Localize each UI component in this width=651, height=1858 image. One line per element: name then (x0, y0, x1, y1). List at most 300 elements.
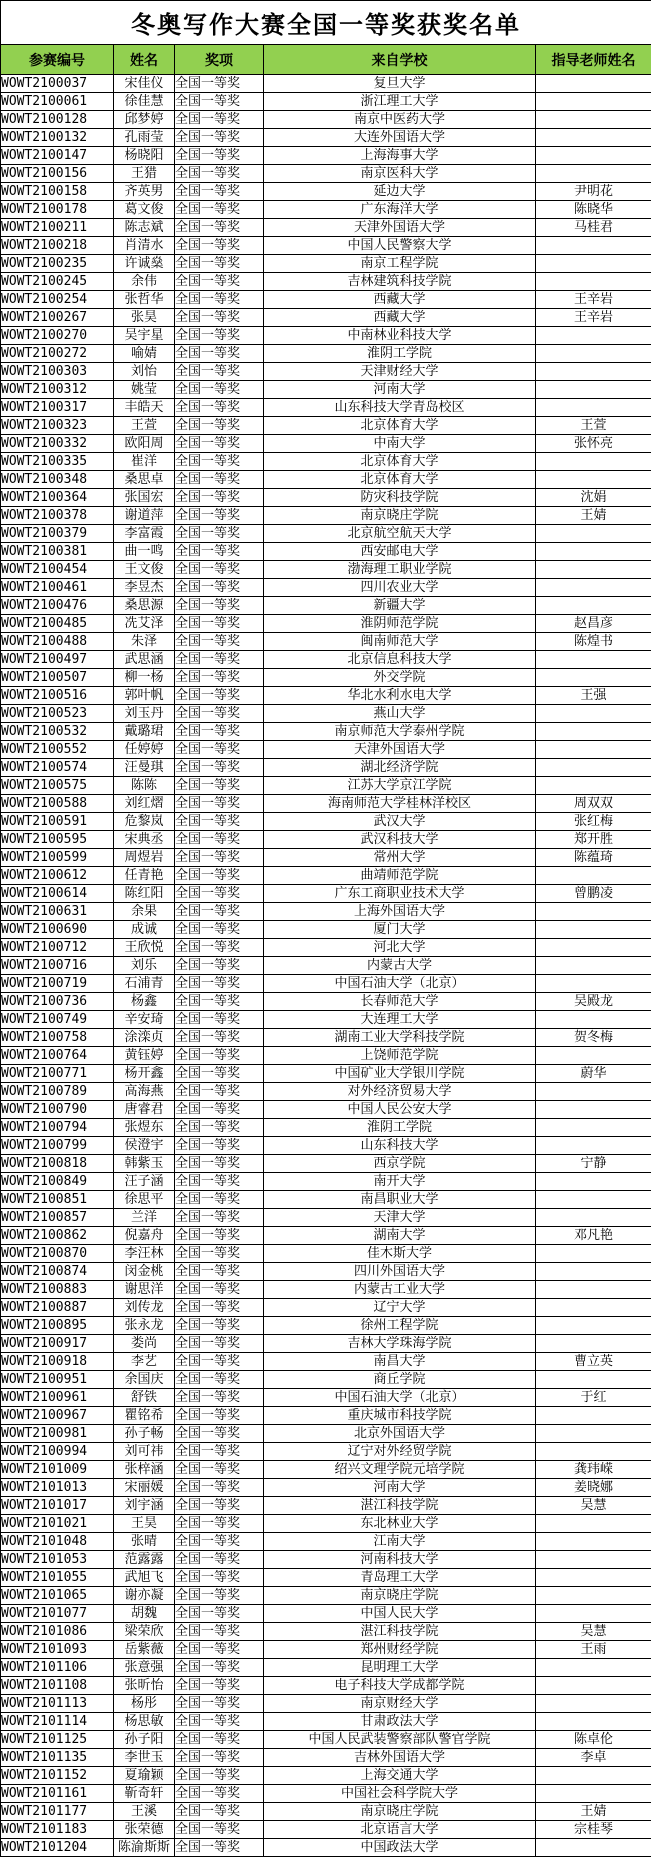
cell-award: 全国一等奖 (175, 1497, 264, 1515)
table-row (1, 849, 651, 867)
cell-school: 渤海理工职业学院 (264, 561, 536, 579)
cell-school: 曲靖师范学院 (264, 867, 536, 885)
table-row (1, 345, 651, 363)
cell-teacher (536, 921, 651, 939)
table-row (1, 381, 651, 399)
cell-school: 商丘学院 (264, 1371, 536, 1389)
cell-name: 唐睿君 (114, 1101, 175, 1119)
cell-award: 全国一等奖 (175, 1281, 264, 1299)
cell-name: 刘怡 (114, 363, 175, 381)
cell-name: 陈志斌 (114, 219, 175, 237)
table-row (1, 1137, 651, 1155)
cell-award: 全国一等奖 (175, 723, 264, 741)
cell-teacher (536, 327, 651, 345)
cell-school: 南京晓庄学院 (264, 1803, 536, 1821)
cell-award: 全国一等奖 (175, 435, 264, 453)
cell-teacher: 吴慧 (536, 1497, 651, 1515)
cell-award: 全国一等奖 (175, 1389, 264, 1407)
cell-teacher: 王辛岩 (536, 291, 651, 309)
cell-award: 全国一等奖 (175, 795, 264, 813)
cell-id: WOWT2101065 (1, 1587, 114, 1605)
cell-name: 崔洋 (114, 453, 175, 471)
cell-id: WOWT2101021 (1, 1515, 114, 1533)
cell-teacher (536, 1515, 651, 1533)
cell-name: 杨开鑫 (114, 1065, 175, 1083)
cell-teacher: 张红梅 (536, 813, 651, 831)
cell-school: 燕山大学 (264, 705, 536, 723)
cell-school: 西京学院 (264, 1155, 536, 1173)
cell-school: 常州大学 (264, 849, 536, 867)
cell-award: 全国一等奖 (175, 1533, 264, 1551)
sheet-title: 冬奥写作大赛全国一等奖获奖名单 (1, 1, 651, 45)
cell-name: 谢道萍 (114, 507, 175, 525)
cell-name: 陈渝斯斯 (114, 1839, 175, 1857)
cell-school: 天津外国语大学 (264, 219, 536, 237)
cell-id: WOWT2100488 (1, 633, 114, 651)
table-row (1, 795, 651, 813)
cell-name: 张永龙 (114, 1317, 175, 1335)
cell-school: 大连理工大学 (264, 1011, 536, 1029)
cell-school: 南京晓庄学院 (264, 1587, 536, 1605)
cell-id: WOWT2101013 (1, 1479, 114, 1497)
cell-school: 西藏大学 (264, 291, 536, 309)
table-row (1, 1209, 651, 1227)
cell-school: 长春师范大学 (264, 993, 536, 1011)
cell-id: WOWT2100267 (1, 309, 114, 327)
table-row (1, 1515, 651, 1533)
cell-teacher: 龚玮嵘 (536, 1461, 651, 1479)
cell-id: WOWT2100178 (1, 201, 114, 219)
cell-school: 中国人民大学 (264, 1605, 536, 1623)
cell-id: WOWT2101077 (1, 1605, 114, 1623)
cell-school: 重庆城市科技学院 (264, 1407, 536, 1425)
cell-teacher: 邓凡艳 (536, 1227, 651, 1245)
table-row (1, 489, 651, 507)
cell-school: 江南大学 (264, 1533, 536, 1551)
cell-id: WOWT2100532 (1, 723, 114, 741)
cell-school: 郑州财经学院 (264, 1641, 536, 1659)
cell-school: 四川外国语大学 (264, 1263, 536, 1281)
cell-school: 北京体育大学 (264, 471, 536, 489)
cell-name: 宋丽媛 (114, 1479, 175, 1497)
cell-teacher (536, 1551, 651, 1569)
cell-name: 李世玉 (114, 1749, 175, 1767)
cell-award: 全国一等奖 (175, 597, 264, 615)
cell-teacher: 李卓 (536, 1749, 651, 1767)
cell-school: 厦门大学 (264, 921, 536, 939)
cell-id: WOWT2101048 (1, 1533, 114, 1551)
cell-id: WOWT2100254 (1, 291, 114, 309)
cell-id: WOWT2100552 (1, 741, 114, 759)
cell-id: WOWT2100981 (1, 1425, 114, 1443)
cell-teacher (536, 669, 651, 687)
cell-award: 全国一等奖 (175, 1839, 264, 1857)
cell-id: WOWT2100348 (1, 471, 114, 489)
cell-teacher (536, 1245, 651, 1263)
cell-name: 齐英男 (114, 183, 175, 201)
table-row (1, 975, 651, 993)
cell-name: 徐思平 (114, 1191, 175, 1209)
table-row (1, 1443, 651, 1461)
cell-school: 河南科技大学 (264, 1551, 536, 1569)
cell-school: 电子科技大学成都学院 (264, 1677, 536, 1695)
cell-award: 全国一等奖 (175, 273, 264, 291)
cell-id: WOWT2100132 (1, 129, 114, 147)
cell-school: 淮阴工学院 (264, 345, 536, 363)
table-row (1, 327, 651, 345)
cell-name: 宋佳仪 (114, 75, 175, 93)
cell-school: 对外经济贸易大学 (264, 1083, 536, 1101)
cell-teacher (536, 651, 651, 669)
cell-id: WOWT2100994 (1, 1443, 114, 1461)
cell-name: 丰皓天 (114, 399, 175, 417)
cell-award: 全国一等奖 (175, 327, 264, 345)
cell-school: 绍兴文理学院元培学院 (264, 1461, 536, 1479)
table-row (1, 1425, 651, 1443)
cell-id: WOWT2100595 (1, 831, 114, 849)
cell-school: 上海海事大学 (264, 147, 536, 165)
cell-id: WOWT2100716 (1, 957, 114, 975)
table-row (1, 939, 651, 957)
cell-id: WOWT2100476 (1, 597, 114, 615)
cell-school: 广东海洋大学 (264, 201, 536, 219)
cell-id: WOWT2100917 (1, 1335, 114, 1353)
cell-award: 全国一等奖 (175, 543, 264, 561)
cell-teacher: 曾鹏凌 (536, 885, 651, 903)
cell-award: 全国一等奖 (175, 885, 264, 903)
cell-award: 全国一等奖 (175, 309, 264, 327)
table-row (1, 543, 651, 561)
cell-school: 四川农业大学 (264, 579, 536, 597)
cell-name: 孙子畅 (114, 1425, 175, 1443)
cell-award: 全国一等奖 (175, 1407, 264, 1425)
cell-award: 全国一等奖 (175, 939, 264, 957)
cell-school: 江苏大学京江学院 (264, 777, 536, 795)
cell-award: 全国一等奖 (175, 129, 264, 147)
cell-school: 天津大学 (264, 1209, 536, 1227)
cell-id: WOWT2101135 (1, 1749, 114, 1767)
cell-award: 全国一等奖 (175, 1299, 264, 1317)
cell-teacher: 蔚华 (536, 1065, 651, 1083)
cell-teacher (536, 381, 651, 399)
cell-name: 石浦青 (114, 975, 175, 993)
cell-name: 张昕怡 (114, 1677, 175, 1695)
table-row (1, 1407, 651, 1425)
table-row (1, 1047, 651, 1065)
cell-id: WOWT2100857 (1, 1209, 114, 1227)
table-row (1, 723, 651, 741)
cell-award: 全国一等奖 (175, 975, 264, 993)
table-row (1, 1587, 651, 1605)
cell-id: WOWT2101093 (1, 1641, 114, 1659)
cell-id: WOWT2100061 (1, 93, 114, 111)
table-row (1, 1227, 651, 1245)
cell-id: WOWT2100211 (1, 219, 114, 237)
cell-teacher: 王强 (536, 687, 651, 705)
cell-school: 南京晓庄学院 (264, 507, 536, 525)
cell-school: 南昌职业大学 (264, 1191, 536, 1209)
cell-school: 山东科技大学青岛校区 (264, 399, 536, 417)
cell-school: 中国人民警察大学 (264, 237, 536, 255)
cell-teacher (536, 957, 651, 975)
cell-award: 全国一等奖 (175, 1263, 264, 1281)
cell-teacher: 王雨 (536, 1641, 651, 1659)
cell-award: 全国一等奖 (175, 669, 264, 687)
cell-teacher: 王婧 (536, 507, 651, 525)
cell-teacher: 王婧 (536, 1803, 651, 1821)
cell-id: WOWT2100794 (1, 1119, 114, 1137)
table-row (1, 1353, 651, 1371)
cell-award: 全国一等奖 (175, 1641, 264, 1659)
cell-name: 余果 (114, 903, 175, 921)
table-row (1, 165, 651, 183)
cell-award: 全国一等奖 (175, 1047, 264, 1065)
cell-name: 李昱杰 (114, 579, 175, 597)
cell-school: 吉林外国语大学 (264, 1749, 536, 1767)
table-row (1, 273, 651, 291)
cell-id: WOWT2100516 (1, 687, 114, 705)
cell-award: 全国一等奖 (175, 1317, 264, 1335)
table-row (1, 777, 651, 795)
cell-name: 汪子涵 (114, 1173, 175, 1191)
cell-name: 朱泽 (114, 633, 175, 651)
cell-school: 西安邮电大学 (264, 543, 536, 561)
cell-award: 全国一等奖 (175, 471, 264, 489)
cell-name: 王溪 (114, 1803, 175, 1821)
cell-school: 武汉大学 (264, 813, 536, 831)
header-id: 参赛编号 (1, 45, 114, 75)
cell-school: 上饶师范学院 (264, 1047, 536, 1065)
cell-teacher: 吴慧 (536, 1623, 651, 1641)
table-row (1, 669, 651, 687)
cell-award: 全国一等奖 (175, 1605, 264, 1623)
table-row (1, 885, 651, 903)
table-row (1, 75, 651, 93)
cell-award: 全国一等奖 (175, 903, 264, 921)
cell-school: 河南大学 (264, 381, 536, 399)
table-row (1, 525, 651, 543)
cell-award: 全国一等奖 (175, 561, 264, 579)
cell-name: 张意强 (114, 1659, 175, 1677)
cell-school: 天津外国语大学 (264, 741, 536, 759)
cell-name: 陈红阳 (114, 885, 175, 903)
cell-school: 北京语言大学 (264, 1821, 536, 1839)
cell-teacher (536, 363, 651, 381)
cell-award: 全国一等奖 (175, 579, 264, 597)
cell-name: 郭叶帆 (114, 687, 175, 705)
cell-school: 上海交通大学 (264, 1767, 536, 1785)
cell-teacher (536, 1569, 651, 1587)
cell-award: 全国一等奖 (175, 1209, 264, 1227)
cell-award: 全国一等奖 (175, 183, 264, 201)
table-row (1, 741, 651, 759)
cell-school: 北京体育大学 (264, 417, 536, 435)
cell-name: 张晴 (114, 1533, 175, 1551)
table-row (1, 1191, 651, 1209)
cell-award: 全国一等奖 (175, 345, 264, 363)
cell-name: 周煜岩 (114, 849, 175, 867)
cell-id: WOWT2101106 (1, 1659, 114, 1677)
cell-award: 全国一等奖 (175, 1677, 264, 1695)
cell-school: 中国政法大学 (264, 1839, 536, 1857)
cell-school: 闽南师范大学 (264, 633, 536, 651)
cell-teacher (536, 867, 651, 885)
cell-teacher (536, 1443, 651, 1461)
cell-name: 邱梦婷 (114, 111, 175, 129)
cell-teacher (536, 345, 651, 363)
cell-name: 辛安琦 (114, 1011, 175, 1029)
table-row (1, 417, 651, 435)
cell-school: 华北水利水电大学 (264, 687, 536, 705)
table-row (1, 1011, 651, 1029)
cell-school: 外交学院 (264, 669, 536, 687)
cell-school: 广东工商职业技术大学 (264, 885, 536, 903)
cell-teacher (536, 903, 651, 921)
cell-id: WOWT2100381 (1, 543, 114, 561)
cell-name: 谢亦凝 (114, 1587, 175, 1605)
cell-id: WOWT2100967 (1, 1407, 114, 1425)
cell-school: 吉林大学珠海学院 (264, 1335, 536, 1353)
cell-teacher (536, 543, 651, 561)
cell-name: 李艺 (114, 1353, 175, 1371)
cell-name: 高海燕 (114, 1083, 175, 1101)
cell-name: 李富霞 (114, 525, 175, 543)
cell-school: 中国人民公安大学 (264, 1101, 536, 1119)
cell-award: 全国一等奖 (175, 1335, 264, 1353)
cell-school: 内蒙古工业大学 (264, 1281, 536, 1299)
cell-name: 王昊 (114, 1515, 175, 1533)
table-row (1, 1551, 651, 1569)
table-row (1, 507, 651, 525)
cell-name: 刘玉丹 (114, 705, 175, 723)
table-row (1, 759, 651, 777)
cell-school: 南京中医药大学 (264, 111, 536, 129)
table-row (1, 219, 651, 237)
cell-award: 全国一等奖 (175, 1515, 264, 1533)
cell-name: 黄钰婷 (114, 1047, 175, 1065)
cell-name: 杨思敏 (114, 1713, 175, 1731)
table-row (1, 111, 651, 129)
cell-teacher (536, 579, 651, 597)
cell-teacher (536, 273, 651, 291)
table-row (1, 471, 651, 489)
cell-name: 侯澄宇 (114, 1137, 175, 1155)
table-row (1, 651, 651, 669)
cell-name: 刘乐 (114, 957, 175, 975)
cell-name: 杨晓阳 (114, 147, 175, 165)
cell-id: WOWT2101113 (1, 1695, 114, 1713)
cell-name: 杨鑫 (114, 993, 175, 1011)
cell-school: 复旦大学 (264, 75, 536, 93)
cell-teacher (536, 1281, 651, 1299)
table-row (1, 129, 651, 147)
cell-id: WOWT2100870 (1, 1245, 114, 1263)
table-row (1, 1695, 651, 1713)
cell-teacher: 于红 (536, 1389, 651, 1407)
cell-name: 张哲华 (114, 291, 175, 309)
table-row (1, 1641, 651, 1659)
cell-name: 徐佳慧 (114, 93, 175, 111)
cell-teacher: 陈蕴琦 (536, 849, 651, 867)
cell-award: 全国一等奖 (175, 1155, 264, 1173)
cell-school: 中南大学 (264, 435, 536, 453)
cell-award: 全国一等奖 (175, 831, 264, 849)
table-body (1, 75, 651, 1857)
cell-award: 全国一等奖 (175, 1695, 264, 1713)
cell-name: 武旭飞 (114, 1569, 175, 1587)
cell-award: 全国一等奖 (175, 1443, 264, 1461)
cell-id: WOWT2100332 (1, 435, 114, 453)
cell-id: WOWT2101114 (1, 1713, 114, 1731)
cell-id: WOWT2100790 (1, 1101, 114, 1119)
cell-id: WOWT2101053 (1, 1551, 114, 1569)
cell-award: 全国一等奖 (175, 363, 264, 381)
cell-id: WOWT2100851 (1, 1191, 114, 1209)
cell-school: 辽宁对外经贸学院 (264, 1443, 536, 1461)
cell-award: 全国一等奖 (175, 1767, 264, 1785)
cell-name: 娄尚 (114, 1335, 175, 1353)
table-row (1, 903, 651, 921)
cell-id: WOWT2100037 (1, 75, 114, 93)
cell-teacher: 宗桂琴 (536, 1821, 651, 1839)
cell-id: WOWT2100799 (1, 1137, 114, 1155)
cell-id: WOWT2100849 (1, 1173, 114, 1191)
table-row (1, 1371, 651, 1389)
cell-id: WOWT2100303 (1, 363, 114, 381)
cell-school: 中国人民武装警察部队警官学院 (264, 1731, 536, 1749)
cell-award: 全国一等奖 (175, 1029, 264, 1047)
cell-id: WOWT2100454 (1, 561, 114, 579)
cell-award: 全国一等奖 (175, 1785, 264, 1803)
table-row (1, 813, 651, 831)
cell-name: 曲一鸣 (114, 543, 175, 561)
table-row (1, 1155, 651, 1173)
table-row (1, 1821, 651, 1839)
cell-award: 全国一等奖 (175, 813, 264, 831)
cell-teacher: 姜晓娜 (536, 1479, 651, 1497)
cell-award: 全国一等奖 (175, 111, 264, 129)
cell-award: 全国一等奖 (175, 1101, 264, 1119)
cell-name: 岳紫薇 (114, 1641, 175, 1659)
cell-id: WOWT2101183 (1, 1821, 114, 1839)
cell-name: 李汪林 (114, 1245, 175, 1263)
cell-id: WOWT2100887 (1, 1299, 114, 1317)
table-row (1, 237, 651, 255)
cell-award: 全国一等奖 (175, 201, 264, 219)
cell-school: 湖北经济学院 (264, 759, 536, 777)
cell-id: WOWT2100235 (1, 255, 114, 273)
cell-id: WOWT2100378 (1, 507, 114, 525)
cell-id: WOWT2101108 (1, 1677, 114, 1695)
cell-name: 危黎岚 (114, 813, 175, 831)
table-row (1, 1785, 651, 1803)
cell-school: 大连外国语大学 (264, 129, 536, 147)
table-row (1, 1749, 651, 1767)
cell-teacher: 宁静 (536, 1155, 651, 1173)
cell-award: 全国一等奖 (175, 399, 264, 417)
cell-award: 全国一等奖 (175, 1713, 264, 1731)
cell-id: WOWT2100218 (1, 237, 114, 255)
cell-name: 王萱 (114, 417, 175, 435)
cell-school: 西藏大学 (264, 309, 536, 327)
cell-id: WOWT2101177 (1, 1803, 114, 1821)
cell-teacher (536, 1299, 651, 1317)
table-row (1, 1533, 651, 1551)
cell-id: WOWT2100156 (1, 165, 114, 183)
cell-name: 孙子阳 (114, 1731, 175, 1749)
cell-award: 全国一等奖 (175, 507, 264, 525)
cell-teacher (536, 1767, 651, 1785)
